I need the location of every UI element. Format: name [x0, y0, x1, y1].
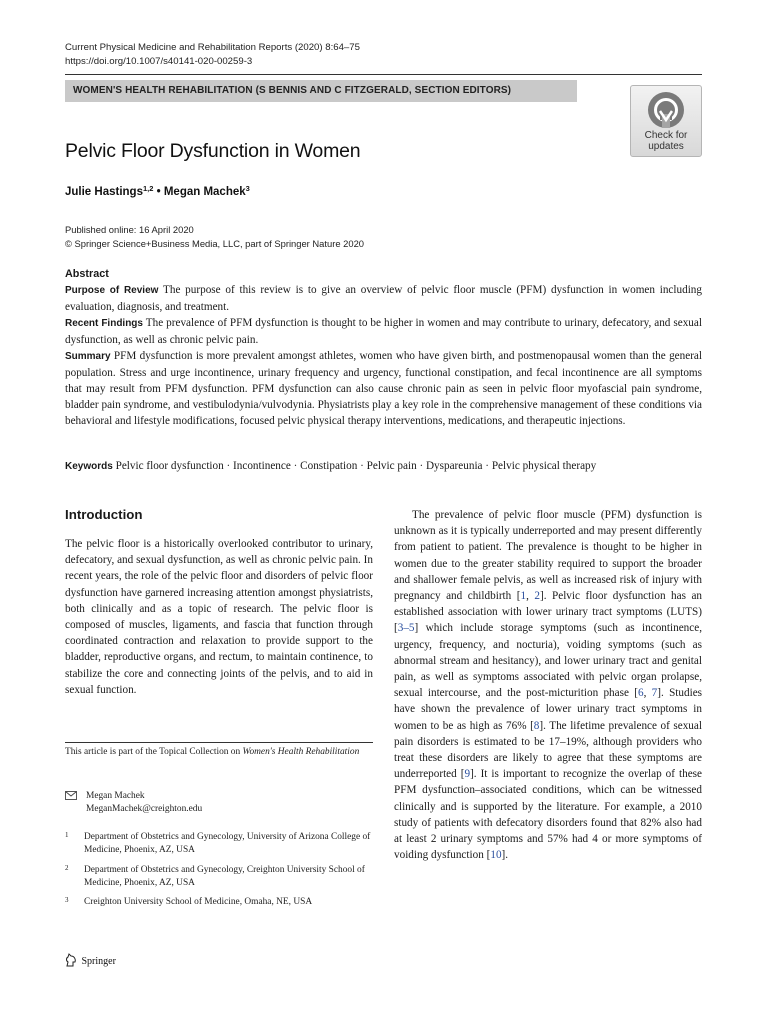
author-affiliation-marker: 3: [245, 184, 250, 193]
body-text: ]. It is important to recognize the overlap of these PFM dysfunction–associated conditions, which can be witnessed clinically and is supported by the literature. For example, a 2010 study of patients with defecatory disorders found that 82% also had at least 2 urinary symptoms and 57% had 4 or more symptoms of voiding dysfunction [: [394, 768, 702, 862]
abstract-section: [65, 266, 702, 429]
correspondence-block: [65, 790, 373, 815]
affiliation-item: [65, 896, 373, 909]
article-title: Pelvic Floor Dysfunction in Women: [65, 140, 361, 162]
author-separator: •: [156, 186, 161, 198]
body-text: ]. Studies have shown the prevalence of lower urinary tract symptoms in women to be as high as 76% [: [394, 687, 703, 732]
envelope-icon: [65, 791, 77, 800]
body-text: ,: [526, 590, 535, 603]
topical-collection-note: [65, 746, 373, 759]
citation-link[interactable]: 8: [533, 719, 540, 732]
affiliation-item: [65, 864, 373, 889]
citation-link[interactable]: 7: [651, 687, 658, 700]
abstract-summary: [65, 348, 702, 429]
springer-logo-text: Springer: [81, 956, 116, 967]
body-text: ]. Pelvic floor dysfunction has an established association with lower urinary tract symptoms (LUTS) [: [394, 590, 703, 635]
copyright-line: © Springer Science+Business Media, LLC, part of Springer Nature 2020: [65, 238, 364, 249]
springer-horse-icon: [65, 953, 77, 967]
author-name[interactable]: Megan Machek: [163, 186, 246, 198]
author-list: [65, 184, 250, 198]
affiliation-text: Department of Obstetrics and Gynecology, University of Arizona College of Medicine, Phoenix, AZ, USA: [84, 832, 371, 855]
author-affiliation-marker: 1,2: [142, 184, 154, 193]
abstract-findings: [65, 315, 702, 348]
affiliation-text: Department of Obstetrics and Gynecology, Creighton University School of Medicine, Phoenix, AZ, USA: [84, 865, 365, 888]
check-for-updates-badge[interactable]: [630, 85, 702, 157]
keywords-section: [65, 458, 702, 475]
abstract-purpose: [65, 282, 702, 315]
left-column: [65, 507, 373, 698]
citation-link[interactable]: 2: [534, 590, 540, 603]
citation-link[interactable]: 1: [520, 590, 527, 603]
keywords-label: Keywords: [65, 461, 113, 472]
keywords-text: Pelvic floor dysfunction · Incontinence · Constipation · Pelvic pain · Dyspareunia · Pelvic physical therapy: [115, 460, 597, 472]
body-text: ] which include storage symptoms (such as incontinence, urgency, frequency, and nocturia), voiding symptoms (such as abnormal stream and hesitancy), and lower urinary tract and genital pain, as well as symptoms associated with pelvic organ prolapse, sexual intercourse, and the post-micturition phase [: [394, 622, 702, 700]
abstract-heading: Abstract: [65, 268, 109, 280]
citation-link[interactable]: 10: [490, 849, 502, 862]
abstract-summary-label: Summary: [65, 351, 111, 362]
citation-link[interactable]: 9: [464, 768, 471, 781]
crossmark-icon: [646, 90, 686, 130]
introduction-paragraph: The pelvic floor is a historically overlooked contributor to urinary, defecatory, and sexual dysfunction, as well as chronic pelvic pain. In recent years, the role of the pelvic floor and disorders of pelvic floor dysfunction have garnered increasing attention amongst physiatrists, both clinically and as a topic of research. The pelvic floor is composed of muscles, ligaments, and fascia that function through coordinated contraction and relaxation to provide support to the bladder, reproductive organs, and rectum, to maintain continence, to stabilize the core and connecting joints of the pelvis, and to aid in sexual function.: [65, 538, 373, 696]
citation-link[interactable]: 3–5: [397, 622, 415, 635]
footnote-rule: [65, 742, 373, 743]
published-date: Published online: 16 April 2020: [65, 224, 194, 235]
abstract-summary-text: PFM dysfunction is more prevalent amongst athletes, women who have given birth, and postmenopausal women than the general population. Stress and urge incontinence, urinary frequency and urgency, functional constipation, and fecal incontinence are all symptoms that may result from PFM dysfunction. PFM dysfunction can also cause chronic pain as seen in pelvic floor myofascial pain syndrome, bladder pain syndrome, and vestibulodynia/vulvodynia. Physiatrists play a key role in the comprehensive management of these conditions via behavioral and lifestyle modifications, focused pelvic physical therapy interventions, medications, and therapeutic injections.: [65, 350, 703, 427]
author-name[interactable]: Julie Hastings: [65, 186, 143, 198]
collection-prefix: This article is part of the Topical Collection on: [65, 747, 243, 757]
abstract-findings-text: The prevalence of PFM dysfunction is thought to be higher in women and may contribute to urinary, defecatory, and sexual dysfunction, as well as chronic pelvic pain.: [65, 317, 702, 346]
body-text: ]. The lifetime prevalence of sexual pain disorders is estimated to be 17–19%, although providers who treat these disorders are likely to agree that these symptoms are underreported [: [394, 719, 702, 781]
citation-link[interactable]: 6: [637, 687, 644, 700]
publisher-footer: [65, 953, 116, 967]
affiliation-text: Creighton University School of Medicine, Omaha, NE, USA: [84, 897, 313, 907]
abstract-findings-label: Recent Findings: [65, 318, 143, 329]
affiliation-number: 3: [65, 896, 69, 904]
collection-name: Women's Health Rehabilitation: [242, 747, 360, 757]
journal-citation: Current Physical Medicine and Rehabilitation Reports (2020) 8:64–75: [65, 42, 360, 53]
journal-header: [65, 41, 360, 69]
introduction-heading: Introduction: [65, 507, 143, 522]
crossmark-label-2: updates: [648, 141, 684, 152]
affiliation-number: 1: [65, 831, 69, 839]
doi-link[interactable]: https://doi.org/10.1007/s40141-020-00259-3: [65, 56, 253, 67]
publication-info: [65, 223, 364, 251]
body-text: The prevalence of pelvic floor muscle (PFM) dysfunction is unknown as it is typically underreported and may present differently from patient to patient. The prevalence is thought to be higher in women due to the greater stability required to support the broader and shallower female pelvis, as well as increased risk of injury with pregnancy and childbirth [: [394, 509, 702, 603]
abstract-purpose-label: Purpose of Review: [65, 285, 159, 296]
header-rule: [65, 74, 702, 75]
body-text: ].: [501, 849, 509, 862]
affiliation-number: 2: [65, 864, 69, 872]
correspondence-name: Megan Machek: [86, 791, 145, 801]
abstract-purpose-text: The purpose of this review is to give an overview of pelvic floor muscle (PFM) dysfunction in women including evaluation, diagnosis, and treatment.: [65, 284, 702, 313]
affiliation-item: [65, 831, 373, 856]
body-text: ,: [643, 687, 652, 700]
crossmark-label-1: Check for: [644, 130, 688, 141]
right-column: [394, 507, 702, 863]
section-banner: WOMEN'S HEALTH REHABILITATION (S BENNIS AND C FITZGERALD, SECTION EDITORS): [65, 80, 577, 102]
correspondence-email[interactable]: MeganMachek@creighton.edu: [86, 803, 203, 814]
